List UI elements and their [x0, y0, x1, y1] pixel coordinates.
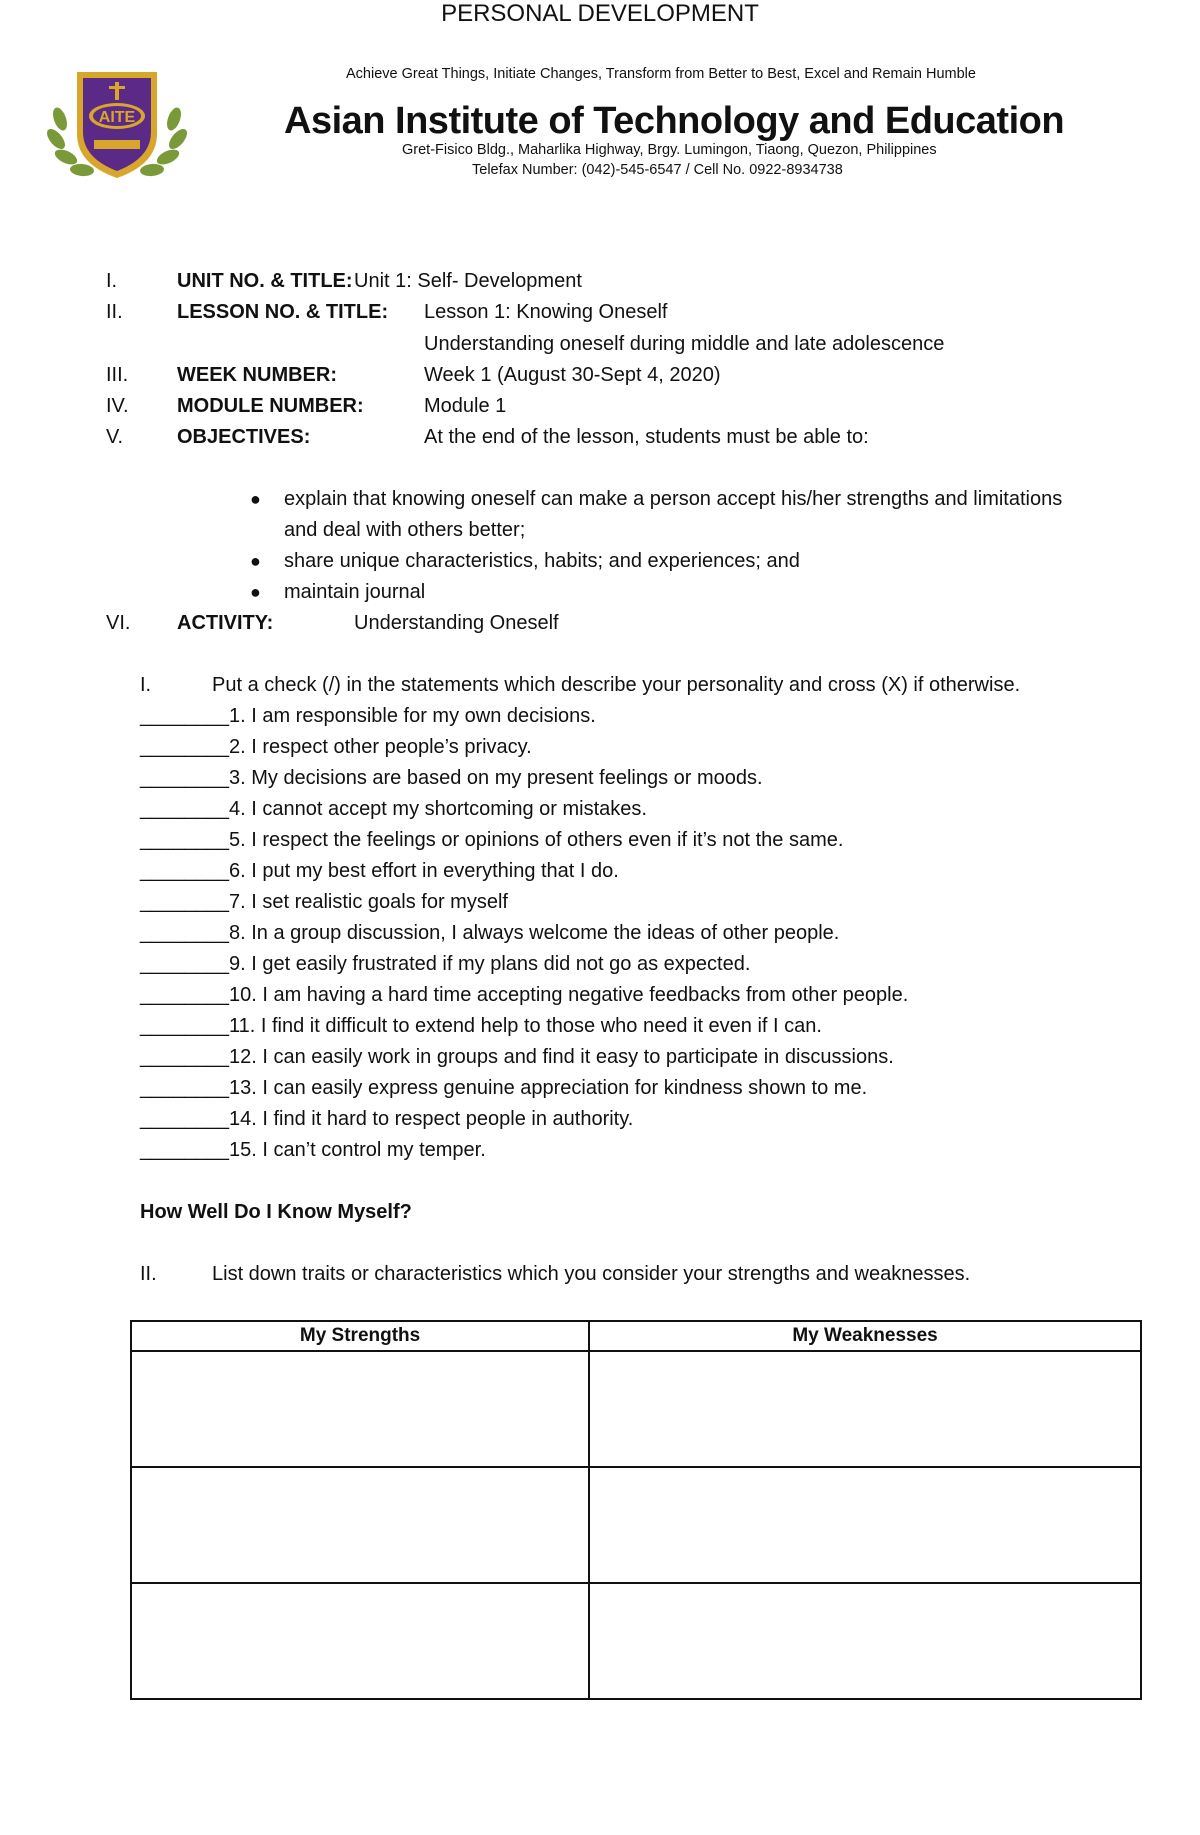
info-value: Unit 1: Self- Development: [354, 270, 582, 292]
info-value: Module 1: [424, 395, 507, 417]
statement-item: ________13. I can easily express genuine appreciation for kindness shown to me.: [140, 1077, 868, 1099]
part1-instruction: Put a check (/) in the statements which describe your personality and cross (X) if otherwise.: [212, 674, 1021, 696]
weaknesses-header: My Weaknesses: [589, 1321, 1141, 1351]
statement-item: ________14. I find it hard to respect people in authority.: [140, 1108, 634, 1130]
statement-item: ________8. In a group discussion, I always welcome the ideas of other people.: [140, 922, 840, 944]
activity-num: VI.: [106, 612, 131, 634]
svg-text:AITE: AITE: [98, 109, 136, 126]
statement-item: ________7. I set realistic goals for myself: [140, 891, 508, 913]
statement-item: ________4. I cannot accept my shortcoming or mistakes.: [140, 798, 647, 820]
statement-item: ________10. I am having a hard time accepting negative feedbacks from other people.: [140, 984, 909, 1006]
info-num: IV.: [106, 395, 129, 417]
section-subheading: How Well Do I Know Myself?: [140, 1201, 412, 1223]
table-row: [131, 1583, 1141, 1699]
part2-instruction: List down traits or characteristics which you consider your strengths and weaknesses.: [212, 1263, 971, 1285]
statement-item: ________11. I find it difficult to extend help to those who need it even if I can.: [140, 1015, 822, 1037]
info-num: I.: [106, 270, 118, 292]
statement-item: ________15. I can’t control my temper.: [140, 1139, 486, 1161]
page-title: PERSONAL DEVELOPMENT: [441, 0, 759, 27]
objective-item: explain that knowing oneself can make a person accept his/her strengths and limitations: [284, 488, 1063, 510]
info-num: II.: [106, 301, 123, 323]
info-value: Lesson 1: Knowing Oneself: [424, 301, 668, 323]
objective-item-cont: and deal with others better;: [284, 519, 526, 541]
objective-item: share unique characteristics, habits; and experiences; and: [284, 550, 800, 572]
bullet-icon: ●: [250, 551, 261, 571]
statement-item: ________1. I am responsible for my own decisions.: [140, 705, 596, 727]
info-value: Week 1 (August 30-Sept 4, 2020): [424, 364, 721, 386]
statement-item: ________12. I can easily work in groups and find it easy to participate in discussions.: [140, 1046, 894, 1068]
strength-cell[interactable]: [131, 1467, 589, 1583]
table-header-row: [131, 1321, 1141, 1351]
info-label: LESSON NO. & TITLE:: [177, 301, 389, 323]
activity-label: ACTIVITY:: [177, 612, 274, 634]
part1-num: I.: [140, 674, 152, 696]
strengths-weaknesses-table: [130, 1320, 1142, 1700]
weakness-cell[interactable]: [589, 1351, 1141, 1467]
info-value-line2: Understanding oneself during middle and late adolescence: [424, 333, 945, 355]
bullet-icon: ●: [250, 489, 261, 509]
objective-item: maintain journal: [284, 581, 426, 603]
info-num: III.: [106, 364, 129, 386]
info-label: OBJECTIVES:: [177, 426, 311, 448]
table-row: [131, 1467, 1141, 1583]
info-label: MODULE NUMBER:: [177, 395, 364, 417]
statement-item: ________9. I get easily frustrated if my plans did not go as expected.: [140, 953, 751, 975]
info-num: V.: [106, 426, 124, 448]
school-address: Gret-Fisico Bldg., Maharlika Highway, Brgy. Lumingon, Tiaong, Quezon, Philippines: [402, 142, 937, 158]
statement-item: ________5. I respect the feelings or opinions of others even if it’s not the same.: [140, 829, 844, 851]
part2-num: II.: [140, 1263, 157, 1285]
info-value: At the end of the lesson, students must be able to:: [424, 426, 869, 448]
statement-item: ________2. I respect other people’s privacy.: [140, 736, 532, 758]
school-logo: [42, 64, 192, 184]
strength-cell[interactable]: [131, 1351, 589, 1467]
weakness-cell[interactable]: [589, 1583, 1141, 1699]
info-label: WEEK NUMBER:: [177, 364, 337, 386]
statement-item: ________6. I put my best effort in everything that I do.: [140, 860, 619, 882]
strength-cell[interactable]: [131, 1583, 589, 1699]
institution-name: Asian Institute of Technology and Education: [284, 100, 1065, 142]
activity-value: Understanding Oneself: [354, 612, 559, 634]
bullet-icon: ●: [250, 582, 261, 602]
table-row: [131, 1351, 1141, 1467]
strengths-header: My Strengths: [131, 1321, 589, 1351]
weakness-cell[interactable]: [589, 1467, 1141, 1583]
school-telefax: Telefax Number: (042)-545-6547 / Cell No. 0922-8934738: [472, 162, 843, 178]
statement-item: ________3. My decisions are based on my present feelings or moods.: [140, 767, 763, 789]
info-label: UNIT NO. & TITLE:: [177, 270, 353, 292]
school-motto: Achieve Great Things, Initiate Changes, Transform from Better to Best, Excel and Remain Humble: [346, 66, 976, 82]
